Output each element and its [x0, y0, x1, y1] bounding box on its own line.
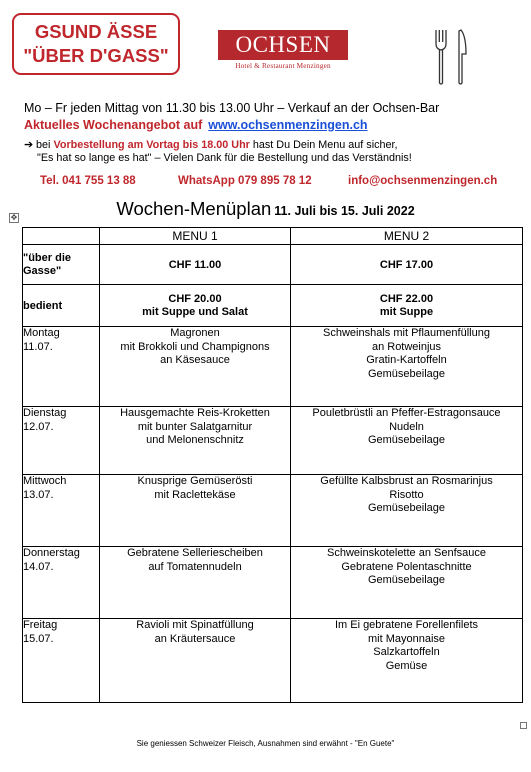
price-menu-1: [100, 245, 291, 285]
day-cell: [23, 327, 100, 407]
dish-line: Magronen: [170, 327, 220, 339]
dish-line: Gebratene Polentaschnitte: [341, 560, 472, 573]
fork-knife-icon: [433, 28, 469, 86]
ochsen-logo: [218, 30, 348, 76]
badge-line-1: GSUND ÄSSE: [34, 21, 158, 42]
dish-line: Knusprige Gemüserösti: [137, 475, 253, 487]
price-value: CHF 22.00: [379, 292, 434, 305]
header-menu-2: MENU 2: [291, 228, 523, 245]
price-label-line: Gasse": [23, 264, 62, 277]
dish-menu-2: [291, 407, 523, 475]
price-row-takeaway: [23, 245, 523, 285]
arrow-icon: ➔: [24, 139, 34, 151]
dish-line: Gemüsebeilage: [367, 502, 446, 514]
logo-subtitle: Hotel & Restaurant Menzingen: [235, 62, 331, 70]
dish-line: an Käsesauce: [160, 354, 230, 366]
preorder-line: [24, 138, 398, 151]
phone-number[interactable]: Tel. 041 755 13 88: [40, 175, 136, 187]
dish-line: Gratin-Kartoffeln: [366, 354, 447, 366]
day-name: Freitag: [23, 619, 58, 631]
dish-line: auf Tomatennudeln: [148, 560, 242, 573]
day-cell: [23, 547, 100, 619]
menu-day-row: [23, 475, 523, 547]
price-row-served: [23, 285, 523, 327]
footer-note: Sie geniessen Schweizer Fleisch, Ausnahmen sind erwähnt - "En Guete": [136, 739, 395, 748]
price-label: bedient: [23, 285, 100, 327]
dish-line: mit Raclettekäse: [154, 488, 236, 501]
dish-line: Ravioli mit Spinatfüllung: [136, 619, 254, 631]
weekly-offer-line: [24, 118, 368, 132]
title-dates: 11. Juli bis 15. Juli 2022: [274, 204, 415, 218]
day-date: 13.07.: [23, 488, 54, 501]
price-label-line: "über die: [23, 251, 72, 264]
day-date: 11.07.: [23, 340, 53, 353]
dish-line: Gemüsebeilage: [367, 434, 446, 446]
price-menu-2: [291, 245, 523, 285]
day-name: Donnerstag: [23, 547, 80, 559]
preorder-pre: bei: [36, 139, 51, 151]
price-menu-2: [291, 285, 523, 327]
menu-table: [22, 227, 523, 703]
dish-menu-2: [291, 547, 523, 619]
slogan-badge: [12, 13, 180, 75]
dish-line: Nudeln: [389, 420, 424, 433]
menu-day-row: [23, 619, 523, 703]
dish-line: an Kräutersauce: [154, 632, 236, 645]
day-rows: [23, 327, 523, 703]
whatsapp-number[interactable]: WhatsApp 079 895 78 12: [178, 175, 312, 187]
badge-line-2: "ÜBER D'GASS": [23, 45, 169, 66]
dish-menu-1: [100, 407, 291, 475]
email-address[interactable]: info@ochsenmenzingen.ch: [348, 175, 498, 187]
price-extra: mit Suppe: [379, 305, 434, 318]
menu-day-row: [23, 407, 523, 475]
dish-line: mit Mayonnaise: [367, 632, 446, 645]
day-date: 14.07.: [23, 560, 54, 573]
dish-menu-2: [291, 475, 523, 547]
dish-menu-2: [291, 327, 523, 407]
preorder-post: hast Du Dein Menu auf sicher,: [252, 139, 398, 151]
page-title: [0, 198, 531, 220]
dish-line: Gebratene Selleriescheiben: [127, 547, 263, 559]
header-empty: [23, 228, 100, 245]
dish-line: und Melonenschnitz: [146, 434, 244, 446]
day-name: Mittwoch: [23, 475, 67, 487]
thanks-line: "Es hat so lange es hat" – Vielen Dank für die Bestellung und das Verständnis!: [37, 152, 412, 164]
title-main: Wochen-Menüplan: [116, 198, 272, 219]
menu-day-row: [23, 327, 523, 407]
day-cell: [23, 407, 100, 475]
price-value: CHF 11.00: [168, 258, 222, 271]
dish-line: Gefüllte Kalbsbrust an Rosmarinjus: [320, 475, 493, 487]
day-date: 12.07.: [23, 420, 54, 433]
header-menu-1: MENU 1: [100, 228, 291, 245]
price-label: [23, 245, 100, 285]
dish-line: Gemüse: [385, 659, 428, 672]
table-move-handle[interactable]: ✥: [10, 213, 18, 222]
menu-day-row: [23, 547, 523, 619]
dish-line: an Rotweinjus: [371, 340, 442, 353]
website-link[interactable]: www.ochsenmenzingen.ch: [208, 118, 368, 132]
price-value: CHF 17.00: [379, 258, 434, 271]
dish-line: Schweinskotelette an Senfsauce: [327, 547, 486, 559]
price-extra: mit Suppe und Salat: [142, 305, 248, 318]
dish-menu-1: [100, 327, 291, 407]
dish-menu-1: [100, 547, 291, 619]
dish-line: mit bunter Salatgarnitur: [137, 420, 253, 433]
dish-line: Gemüsebeilage: [367, 574, 446, 586]
dish-line: Im Ei gebratene Forellenfilets: [334, 619, 479, 631]
dish-menu-2: [291, 619, 523, 703]
price-value: CHF 20.00: [168, 292, 222, 305]
opening-hours: Mo – Fr jeden Mittag von 11.30 bis 13.00 Uhr – Verkauf an der Ochsen-Bar: [24, 101, 440, 115]
table-header-row: [23, 228, 523, 245]
weekly-offer-label: Aktuelles Wochenangebot auf: [24, 118, 203, 132]
day-name: Montag: [23, 327, 60, 339]
dish-line: Hausgemachte Reis-Kroketten: [120, 407, 270, 419]
dish-line: Salzkartoffeln: [373, 646, 440, 658]
table-resize-handle[interactable]: [520, 722, 527, 729]
day-name: Dienstag: [23, 407, 67, 419]
day-cell: [23, 619, 100, 703]
logo-name: OCHSEN: [218, 30, 348, 60]
dish-menu-1: [100, 475, 291, 547]
dish-line: Schweinshals mit Pflaumenfüllung: [323, 327, 490, 339]
dish-line: Pouletbrüstli an Pfeffer-Estragonsauce: [312, 407, 501, 419]
dish-menu-1: [100, 619, 291, 703]
preorder-deadline: Vorbestellung am Vortag bis 18.00 Uhr: [53, 139, 250, 151]
dish-line: mit Brokkoli und Champignons: [120, 340, 270, 353]
dish-line: Gemüsebeilage: [367, 367, 446, 380]
price-menu-1: [100, 285, 291, 327]
day-cell: [23, 475, 100, 547]
day-date: 15.07.: [23, 632, 54, 645]
dish-line: Risotto: [389, 488, 424, 501]
